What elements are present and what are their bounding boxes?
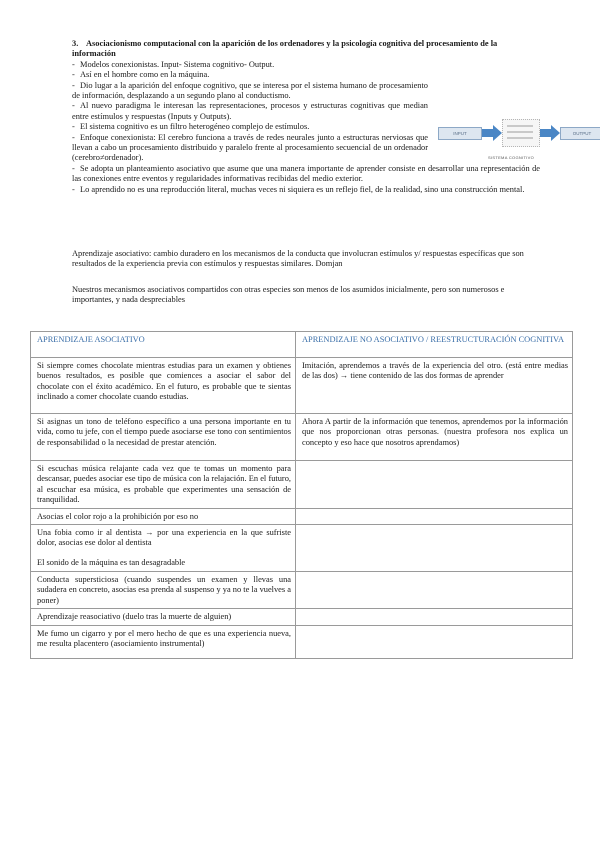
paragraph-mecanismos: Nuestros mecanismos asociativos compartidos con otras especies son menos de los asumidos inicialmente, pero son numerosos e importantes, y nada despreciables [72, 285, 505, 305]
table-cell [296, 461, 573, 509]
line-gap [37, 549, 291, 558]
dash-bullet-icon: - [72, 132, 75, 142]
table-cell: Ahora A partir de la información que tenemos, aprendemos por la información que nos proporcionan otras personas. (nuestra profesora nos explica un concepto y eso hace que nosotros aprendamos) [296, 414, 573, 461]
paragraph-asociativo: Aprendizaje asociativo: cambio duradero en los mecanismos de la conducta que involucran estímulos y/ respuestas específicas que son resultados de la experiencia previa con estímulos y respuestas similares. Domjan [72, 249, 524, 269]
bullet-item: - Se adopta un planteamiento asociativo que asume que una manera importante de aprender consiste en desarrollar una representación de las conexiones entre eventos y regularidades informativas recibidas del medio exterior. [72, 163, 540, 184]
bullet-item: - Dio lugar a la aparición del enfoque cognitivo, que se interesa por el sistema humano de procesamiento de información, desplazando a un segundo plano al conductismo. [72, 80, 428, 101]
table-cell [296, 609, 573, 625]
section-title [72, 39, 540, 60]
cognitive-system-box [502, 119, 540, 147]
table-cell: Si asignas un tono de teléfono específico a una persona importante en tu vida, como tu jefe, con el tiempo puede asociarse ese tono con sentimientos de responsabilidad o la necesidad de prestar atención. [31, 414, 296, 461]
table-cell: Asocias el color rojo a la prohibición por eso no [31, 508, 296, 524]
bullet-item: - Modelos conexionistas. Input- Sistema cognitivo- Output. [72, 59, 275, 69]
table-row [31, 572, 573, 609]
table-cell [296, 508, 573, 524]
table-cell [296, 525, 573, 572]
column-header-asociativo: APRENDIZAJE ASOCIATIVO [31, 332, 296, 358]
bullet-item: - Lo aprendido no es una reproducción literal, muchas veces ni siquiera es un reflejo fiel, de la realidad, sino una construcción mental. [72, 184, 525, 194]
dash-bullet-icon: - [72, 122, 75, 132]
right-arrow-icon [482, 125, 502, 141]
section-number: 3. [72, 39, 79, 48]
table-cell [31, 525, 296, 572]
right-arrow-icon [540, 125, 560, 141]
dash-bullet-icon: - [72, 163, 75, 173]
bullet-item: - El sistema cognitivo es un filtro heterogéneo complejo de estímulos. [72, 122, 310, 132]
table-cell: Si escuchas música relajante cada vez que te tomas un momento para descansar, puedes asociar ese tipo de música con la relajación. En el futuro, al escuchar esa música, es probable que experimentes una sensación de tranquilidad. [31, 461, 296, 509]
table-row [31, 625, 573, 658]
column-header-no-asociativo: APRENDIZAJE NO ASOCIATIVO / REESTRUCTURACIÓN COGNITIVA [296, 332, 573, 358]
bullet-item: - Enfoque conexionista: El cerebro funciona a través de redes neurales junto a estructuras nerviosas que llevan a cabo un procesamiento distribuido y paralelo frente al procesamiento secuencial de un ordenador (cerebro≠ordenador). [72, 132, 428, 163]
table-cell [296, 572, 573, 609]
table-cell [296, 625, 573, 658]
table-row [31, 508, 573, 524]
table-cell: Conducta supersticiosa (cuando suspendes un examen y llevas una sudadera en concreto, asocias esa prenda al suspenso y ya no te la vuelves a poner) [31, 572, 296, 609]
table-row [31, 414, 573, 461]
table-row [31, 358, 573, 414]
output-box: OUTPUT [560, 127, 600, 140]
table-cell: Si siempre comes chocolate mientras estudias para un examen y obtienes buenos resultados, es posible que comiences a asociar el sabor del chocolate con el éxito académico. En el futuro, es probable que te sientas inclinado a comer chocolate cuando estudias. [31, 358, 296, 414]
dash-bullet-icon: - [72, 184, 75, 194]
input-output-diagram [436, 117, 592, 169]
bullet-item: - Así en el hombre como en la máquina. [72, 70, 210, 80]
table-cell: Aprendizaje reasociativo (duelo tras la muerte de alguien) [31, 609, 296, 625]
table-cell: Imitación, aprendemos a través de la experiencia del otro. (está entre medias de las dos) → tiene contenido de las dos formas de aprender [296, 358, 573, 414]
dash-bullet-icon: - [72, 70, 75, 80]
input-box: INPUT [438, 127, 482, 140]
diagram-caption: SISTEMA COGNITIVO [488, 155, 534, 160]
table-row [31, 461, 573, 509]
table-cell: Me fumo un cigarro y por el mero hecho de que es una experiencia nueva, me resulta placentero (asociamiento instrumental) [31, 625, 296, 658]
comparison-table [30, 331, 573, 659]
dash-bullet-icon: - [72, 59, 75, 69]
table-row [31, 609, 573, 625]
table-header-row [31, 332, 573, 358]
table-row [31, 525, 573, 572]
section-title-text: Asociacionismo computacional con la aparición de los ordenadores y la psicología cognitiva del procesamiento de la información [72, 39, 498, 59]
table-cell-text: Una fobia como ir al dentista → por una experiencia en la que sufriste dolor, asocias ese dolor al dentista [37, 528, 291, 548]
dash-bullet-icon: - [72, 101, 75, 111]
dash-bullet-icon: - [72, 80, 75, 90]
bullet-item: - Al nuevo paradigma le interesan las representaciones, procesos y estructuras cognitivas que median entre estímulos y respuestas (Inputs y Outputs). [72, 101, 428, 121]
table-cell-text: El sonido de la máquina es tan desagradable [37, 557, 186, 567]
